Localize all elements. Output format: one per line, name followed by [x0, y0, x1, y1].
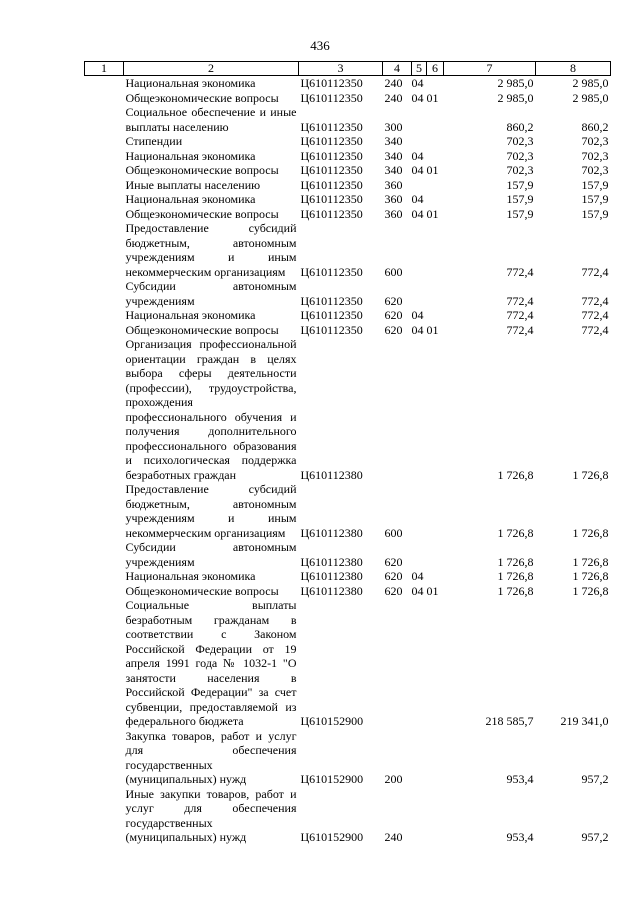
table-row — [85, 584, 611, 599]
row-col4: 360 — [384, 206, 403, 221]
row-col6 — [427, 221, 444, 279]
column-header: 2 — [124, 62, 299, 76]
row-col8: 2 985,0 — [572, 76, 609, 90]
table-row — [85, 279, 611, 308]
row-col4 — [383, 337, 412, 482]
row-col6 — [427, 149, 444, 164]
table-row — [85, 207, 611, 222]
row-col7: 953,4 — [506, 772, 534, 786]
row-col6 — [427, 598, 444, 729]
row-col8: 1 726,8 — [572, 583, 609, 598]
row-col7: 218 585,7 — [485, 714, 534, 728]
row-col8: 957,2 — [581, 830, 609, 844]
row-col4: 360 — [384, 192, 403, 206]
table-row — [85, 221, 611, 279]
row-name: Предоставление субсидий бюджетным, автономным учреждениям и иным некоммерческим организациям — [125, 482, 297, 540]
row-code: Ц610152900 — [300, 830, 364, 844]
row-col7: 2 985,0 — [497, 90, 534, 105]
row-code: Ц610112350 — [300, 192, 363, 206]
row-col7: 157,9 — [506, 177, 534, 192]
row-col8: 860,2 — [581, 119, 609, 134]
row-code: Ц610112350 — [300, 308, 363, 322]
row-col6 — [427, 482, 444, 540]
row-col4: 340 — [384, 163, 403, 177]
row-col8: 772,4 — [581, 308, 609, 322]
column-header: 8 — [536, 62, 611, 76]
row-col5: 04 — [411, 76, 424, 90]
header-row — [85, 62, 611, 76]
row-col5 — [412, 729, 427, 787]
row-col7: 772,4 — [506, 322, 534, 337]
row-col7: 1 726,8 — [497, 525, 534, 540]
row-col4: 240 — [384, 90, 403, 105]
row-col4: 620 — [384, 308, 403, 322]
table-row — [85, 105, 611, 134]
row-col4: 620 — [384, 583, 403, 598]
row-col6 — [427, 192, 444, 207]
row-col4: 200 — [384, 772, 403, 786]
row-name: Национальная экономика — [125, 308, 256, 322]
row-col4: 340 — [384, 148, 403, 163]
row-col5 — [412, 105, 427, 134]
row-col8: 2 985,0 — [572, 90, 609, 105]
row-col5: 04 — [411, 163, 424, 177]
row-col7: 860,2 — [506, 119, 534, 134]
table-row — [85, 787, 611, 845]
row-name: Организация профессиональной ориентации граждан в целях выбора сферы деятельности (профессии), трудоустройства, прохождения профессионального обучения и получения дополнительного профессионального образования и психологическая поддержка безработных граждан — [125, 337, 297, 482]
table-row — [85, 729, 611, 787]
row-col5 — [412, 221, 427, 279]
row-col5: 04 — [411, 308, 424, 322]
row-name: Общеэкономические вопросы — [125, 90, 279, 105]
row-col5 — [412, 482, 427, 540]
table-row — [85, 540, 611, 569]
row-col8: 1 726,8 — [572, 525, 609, 540]
row-name: Национальная экономика — [125, 192, 256, 206]
row-col5: 04 — [411, 569, 424, 583]
row-name: Общеэкономические вопросы — [125, 583, 279, 598]
row-col5 — [412, 178, 427, 193]
row-col8: 702,3 — [581, 148, 609, 163]
row-name: Закупка товаров, работ и услуг для обеспечения государственных (муниципальных) нужд — [125, 728, 297, 786]
row-col5 — [412, 279, 427, 308]
row-col6 — [427, 729, 444, 787]
table-row — [85, 163, 611, 178]
row-code: Ц610152900 — [300, 772, 364, 786]
table-row — [85, 91, 611, 106]
row-name: Общеэкономические вопросы — [125, 206, 279, 221]
row-code: Ц610112380 — [300, 569, 363, 583]
row-name: Национальная экономика — [125, 569, 256, 583]
row-col7: 2 985,0 — [497, 76, 534, 90]
row-code: Ц610112380 — [300, 525, 363, 540]
row-code: Ц610112380 — [300, 554, 363, 569]
row-code: Ц610112350 — [300, 119, 363, 134]
row-col6 — [427, 569, 444, 584]
row-col6 — [427, 540, 444, 569]
row-col8: 157,9 — [581, 177, 609, 192]
row-col7: 1 726,8 — [497, 569, 534, 583]
row-col7: 702,3 — [506, 163, 534, 177]
row-code: Ц610112350 — [300, 148, 363, 163]
row-col4: 240 — [384, 76, 403, 90]
row-col6 — [427, 787, 444, 845]
row-col6 — [427, 134, 444, 149]
row-col4: 300 — [384, 119, 403, 134]
row-col4: 600 — [384, 264, 403, 279]
row-col5: 04 — [411, 583, 424, 598]
row-code: Ц610112350 — [300, 264, 363, 279]
row-col4: 620 — [384, 293, 403, 308]
row-name: Общеэкономические вопросы — [125, 163, 279, 177]
row-col5 — [412, 540, 427, 569]
row-col5: 04 — [411, 322, 424, 337]
row-name: Предоставление субсидий бюджетным, автономным учреждениям и иным некоммерческим организациям — [125, 221, 297, 279]
row-col5 — [412, 134, 427, 149]
row-code: Ц610112350 — [300, 293, 363, 308]
row-col6 — [427, 279, 444, 308]
row-col5 — [412, 598, 427, 729]
row-col7: 1 726,8 — [497, 467, 534, 482]
row-col7: 1 726,8 — [497, 554, 534, 569]
row-name: Социальные выплаты безработным гражданам в соответствии с Законом Российской Федерации от 19 апреля 1991 года № 1032-1 "О занятости населения в Российской Федерации" за счет субвенции, предоставляемой из федерального бюджета — [125, 598, 297, 728]
row-col5 — [412, 787, 427, 845]
page-number: 436 — [310, 38, 330, 53]
table-row — [85, 192, 611, 207]
row-col8: 157,9 — [581, 206, 609, 221]
table-row — [85, 323, 611, 338]
column-header: 6 — [427, 62, 444, 76]
row-col7: 157,9 — [506, 206, 534, 221]
table-row — [85, 482, 611, 540]
row-code: Ц610112350 — [300, 134, 363, 148]
column-header: 1 — [85, 62, 124, 76]
row-col6 — [427, 308, 444, 323]
column-header: 5 — [412, 62, 427, 76]
row-code: Ц610112350 — [300, 206, 363, 221]
row-col6 — [427, 178, 444, 193]
row-col4: 620 — [384, 554, 403, 569]
row-code: Ц610112350 — [300, 322, 363, 337]
row-col7: 953,4 — [506, 830, 534, 844]
table-row — [85, 308, 611, 323]
row-name: Национальная экономика — [125, 148, 256, 163]
row-code: Ц610152900 — [300, 714, 364, 728]
row-col5: 04 — [411, 148, 424, 163]
row-name: Стипендии — [125, 134, 183, 148]
row-col8: 772,4 — [581, 322, 609, 337]
table-row — [85, 598, 611, 729]
row-col8: 1 726,8 — [572, 467, 609, 482]
row-col7: 157,9 — [506, 192, 534, 206]
table-row — [85, 337, 611, 482]
row-name: Социальное обеспечение и иные выплаты населению — [125, 105, 297, 134]
column-header: 3 — [299, 62, 383, 76]
row-col7: 702,3 — [506, 134, 534, 148]
row-col8: 157,9 — [581, 192, 609, 206]
row-col6: 01 — [426, 322, 439, 337]
row-col4: 620 — [384, 569, 403, 583]
row-col5: 04 — [411, 206, 424, 221]
row-col8: 957,2 — [581, 772, 609, 786]
row-col8: 772,4 — [581, 293, 609, 308]
row-col4 — [383, 598, 412, 729]
row-col8: 702,3 — [581, 163, 609, 177]
table-row — [85, 569, 611, 584]
row-col6 — [427, 105, 444, 134]
table-row — [85, 76, 611, 91]
row-col8: 702,3 — [581, 134, 609, 148]
row-col4: 360 — [384, 177, 403, 192]
row-col4: 340 — [384, 134, 403, 148]
row-col7: 772,4 — [506, 293, 534, 308]
row-col7: 1 726,8 — [497, 583, 534, 598]
budget-table — [84, 61, 611, 845]
row-name: Общеэкономические вопросы — [125, 322, 279, 337]
row-col6 — [427, 76, 444, 91]
row-code: Ц610112380 — [300, 467, 363, 482]
table-row — [85, 134, 611, 149]
row-col4: 620 — [384, 322, 403, 337]
row-col4: 240 — [384, 830, 403, 844]
row-col6: 01 — [426, 90, 439, 105]
row-code: Ц610112350 — [300, 90, 363, 105]
row-col5: 04 — [411, 90, 424, 105]
row-name: Иные выплаты населению — [125, 177, 261, 192]
row-name: Субсидии автономным учреждениям — [125, 279, 297, 308]
row-col8: 1 726,8 — [572, 569, 609, 583]
row-col7: 702,3 — [506, 148, 534, 163]
row-name: Субсидии автономным учреждениям — [125, 540, 297, 569]
row-col6: 01 — [426, 163, 439, 177]
row-col8: 219 341,0 — [560, 714, 609, 728]
row-col6: 01 — [426, 206, 439, 221]
column-header: 4 — [383, 62, 412, 76]
row-col4: 600 — [384, 525, 403, 540]
table-row — [85, 149, 611, 164]
table-row — [85, 178, 611, 193]
row-code: Ц610112350 — [300, 177, 363, 192]
row-col8: 772,4 — [581, 264, 609, 279]
row-code: Ц610112350 — [300, 76, 363, 90]
row-col5: 04 — [411, 192, 424, 206]
row-name: Иные закупки товаров, работ и услуг для обеспечения государственных (муниципальных) нужд — [125, 786, 297, 844]
row-col7: 772,4 — [506, 264, 534, 279]
column-header: 7 — [444, 62, 536, 76]
row-col6: 01 — [426, 583, 439, 598]
row-col7: 772,4 — [506, 308, 534, 322]
row-col5 — [412, 337, 427, 482]
row-name: Национальная экономика — [125, 76, 256, 90]
row-col8: 1 726,8 — [572, 554, 609, 569]
row-code: Ц610112350 — [300, 163, 363, 177]
row-code: Ц610112380 — [300, 583, 363, 598]
row-col6 — [427, 337, 444, 482]
